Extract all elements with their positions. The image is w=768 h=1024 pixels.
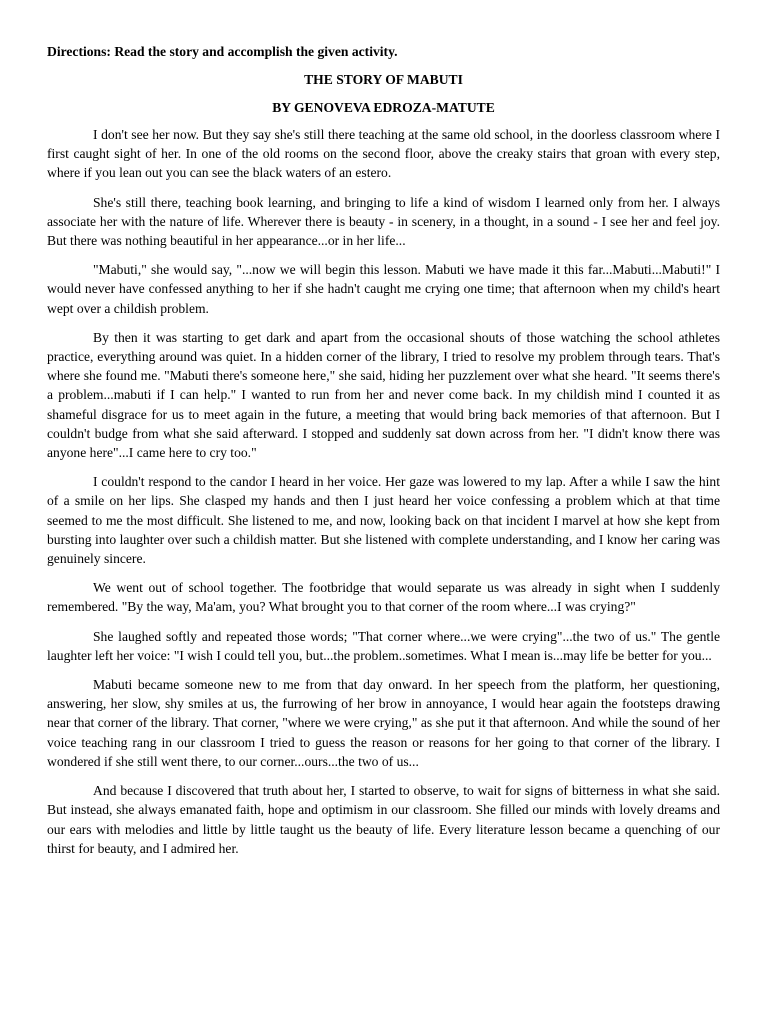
directions-text: Directions: Read the story and accomplish the given activity.	[47, 44, 398, 59]
story-paragraph-1: I don't see her now. But they say she's still there teaching at the same old school, in the doorless classroom where I first caught sight of her. In one of the old rooms on the second floor, above the creaky stairs that groan with every step, where if you lean out you can see the black waters of an estero.	[47, 127, 720, 181]
story-paragraph-9: And because I discovered that truth about her, I started to observe, to wait for signs of bitterness in what she said. But instead, she always emanated faith, hope and optimism in our classroom. She filled our minds with lovely dreams and our ears with melodies and little by little taught us the beauty of life. Every literature lesson became a quenching of our thirst for beauty, and I admired her.	[47, 783, 720, 856]
story-paragraph-7: She laughed softly and repeated those words; "That corner where...we were crying"...the two of us." The gentle laughter left her voice: "I wish I could tell you, but...the problem..sometimes. What I mean is...may life be better for you...	[47, 628, 720, 663]
story-paragraph-6: We went out of school together. The footbridge that would separate us was already in sight when I suddenly remembered. "By the way, Ma'am, you? What brought you to that corner of the room where...I was crying?"	[47, 580, 720, 615]
story-paragraph-4: By then it was starting to get dark and apart from the occasional shouts of those watching the school athletes practice, everything around was quiet. In a hidden corner of the library, I tried to resolve my problem through tears. That's where she found me. "Mabuti there's someone here," she said, hiding her puzzlement over what she heard. "It seems there's a problem...mabuti if I can help." I wanted to run from her and never come back. In my childish mind I counted it as shameful disgrace for us to meet again in the future, a meeting that would bring back memories of that afternoon. But I couldn't budge from what she said afterward. I stopped and suddenly sat down across from her. "I didn't know there was anyone here"...I came here to cry too."	[47, 329, 720, 461]
story-author: BY GENOVEVA EDROZA-MATUTE	[272, 100, 495, 115]
story-paragraph-2: She's still there, teaching book learning, and bringing to life a kind of wisdom I learned only from her. I always associate her with the nature of life. Wherever there is beauty - in scenery, in a thought, in a sound - I see her and feel joy. But there was nothing beautiful in her appearance...or in her life...	[47, 194, 720, 249]
story-paragraph-5: I couldn't respond to the candor I heard in her voice. Her gaze was lowered to my lap. After a while I saw the hint of a smile on her lips. She clasped my hands and then I just heard her voice confessing a problem which at that time seemed to me the most difficult. She listened to me, and now, looking back on that incident I marvel at how she kept from bursting into laughter over such a childish matter. But she listened with complete understanding, and I know her caring was genuinely sincere.	[47, 474, 720, 567]
story-paragraph-8: Mabuti became someone new to me from that day onward. In her speech from the platform, her questioning, answering, her slow, shy smiles at us, the furrowing of her brow in annoyance, I would hear again the footsteps drawing near that corner of the library. That corner, "where we were crying," as she put it that afternoon. And while the sound of her voice teaching rang in our classroom I tried to guess the reason or reasons for her going to that corner of the library. I wondered if she still went there, to our corner...ours...the two of us...	[47, 677, 720, 769]
story-title: THE STORY OF MABUTI	[304, 72, 463, 87]
story-paragraph-3: "Mabuti," she would say, "...now we will begin this lesson. Mabuti we have made it this far...Mabuti...Mabuti!" I would never have confessed anything to her if she hadn't caught me crying one time; that afternoon when my child's heart wept over a childish problem.	[47, 262, 720, 316]
document-page	[47, 42, 720, 868]
